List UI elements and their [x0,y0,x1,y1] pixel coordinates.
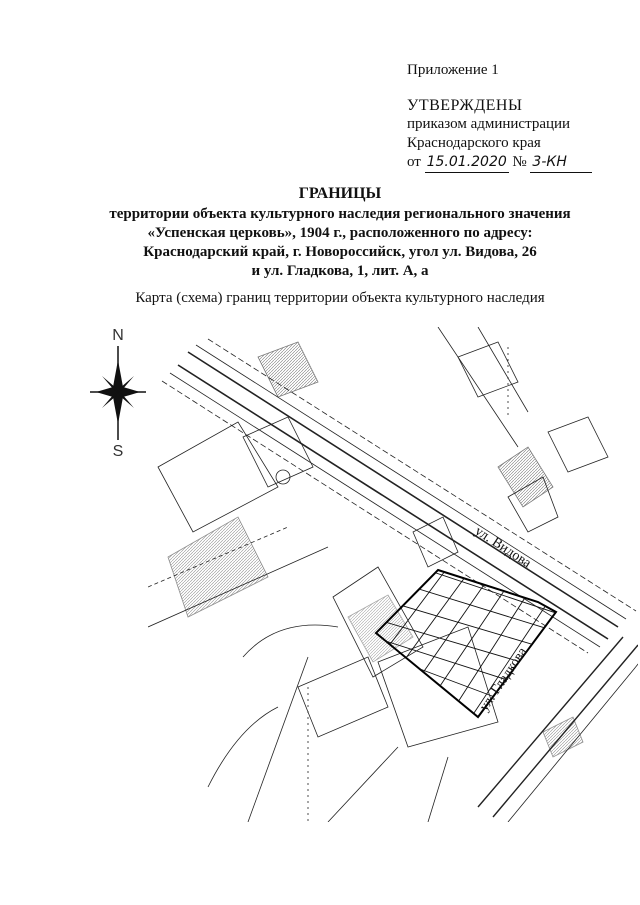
street-label-vidova: ул. Видова [471,523,534,572]
title-line-3: Краснодарский край, г. Новороссийск, угол ул. Видова, 26 [143,244,537,260]
title-line-4: и ул. Гладкова, 1, лит. А, а [251,263,429,279]
number-prefix: № [512,154,527,170]
title-line-1: территории объекта культурного наследия регионального значения [109,206,571,222]
from-prefix: от [407,154,421,170]
compass-south-label: S [112,443,124,460]
approval-block [407,96,592,173]
map-caption: Карта (схема) границ территории объекта культурного наследия [135,290,545,306]
approval-line-1: приказом администрации [407,116,571,132]
approval-heading: УТВЕРЖДЕНЫ [407,97,523,114]
street-label-gladkova: ул. Гладкова [476,644,531,715]
compass-rose-icon [88,322,148,462]
appendix-label: Приложение 1 [407,62,499,78]
approval-number: 3-КН [530,153,592,173]
approval-order-line [407,153,592,173]
document-title [60,184,620,281]
boundary-map [148,327,638,822]
title-line-2: «Успенская церковь», 1904 г., расположенного по адресу: [147,225,533,241]
street-vidova-lines [162,339,636,653]
approval-line-2: Краснодарского края [407,135,541,151]
title-main: ГРАНИЦЫ [298,185,382,202]
compass-north-label: N [112,327,124,344]
approval-date: 15.01.2020 [425,153,509,173]
